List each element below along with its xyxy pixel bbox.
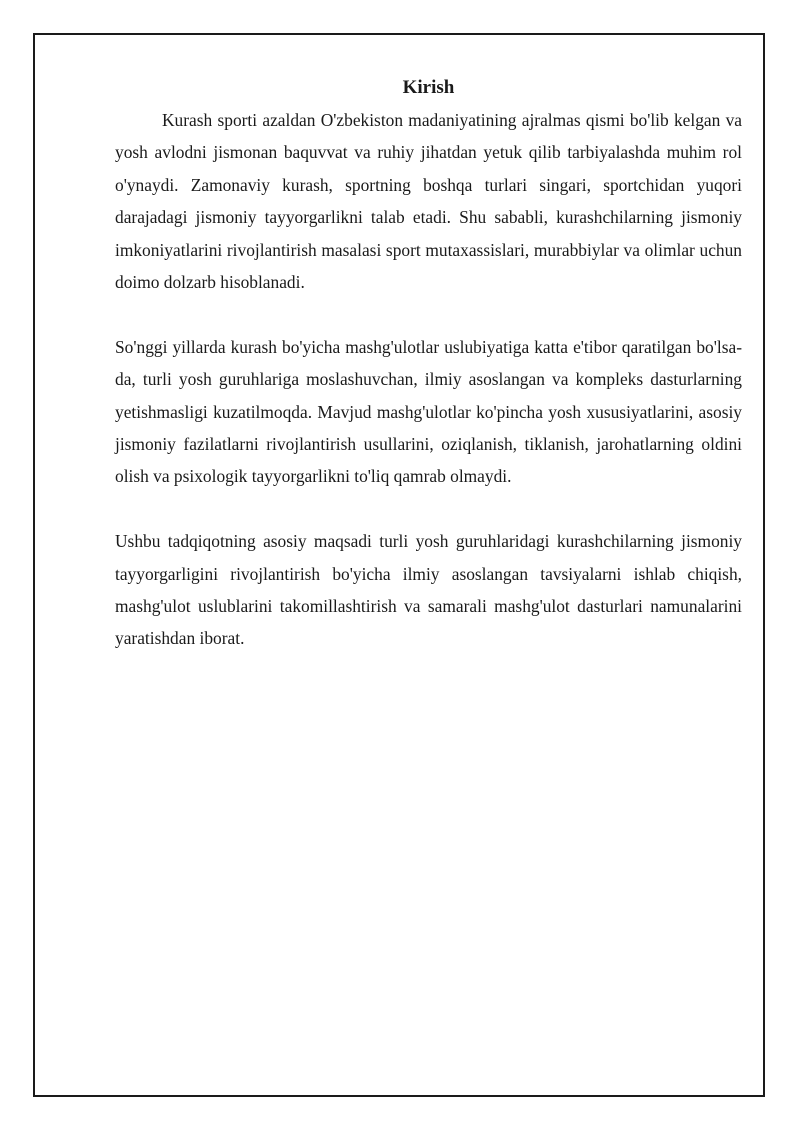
document-title: Kirish [402,77,455,98]
document-body [115,72,742,655]
paragraph-2: So'nggi yillarda kurash bo'yicha mashg'ulotlar uslubiyatiga katta e'tibor qaratilgan bo'lsa-da, turli yosh guruhlariga moslashuvchan, ilmiy asoslangan va kompleks dasturlarning yetishmasligi kuzatilmoqda. Mavjud mashg'ulotlar ko'pincha yosh xususiyatlarini, asosiy jismoniy fazilatlarni rivojlantirish usullarini, oziqlanish, tiklanish, jarohatlarning oldini olish va psixologik tayyorgarlikni to'liq qamrab olmaydi. [115,336,742,487]
paragraph-3: Ushbu tadqiqotning asosiy maqsadi turli yosh guruhlaridagi kurashchilarning jismoniy tayyorgarligini rivojlantirish bo'yicha ilmiy asoslangan tavsiyalarni ishlab chiqish, mashg'ulot uslublarini takomillashtirish va samarali mashg'ulot dasturlari namunalarini yaratishdan iborat. [115,531,742,649]
paragraph-1: Kurash sporti azaldan O'zbekiston madaniyatining ajralmas qismi bo'lib kelgan va yosh avlodni jismonan baquvvat va ruhiy jihatdan yetuk qilib tarbiyalashda muhim rol o'ynaydi. Zamonaviy kurash, sportning boshqa turlari singari, sportchidan yuqori darajadagi jismoniy tayyorgarlikni talab etadi. Shu sababli, kurashchilarning jismoniy imkoniyatlarini rivojlantirish masalasi sport mutaxassislari, murabbiylar va olimlar uchun doimo dolzarb hisoblanadi. [115,110,742,293]
